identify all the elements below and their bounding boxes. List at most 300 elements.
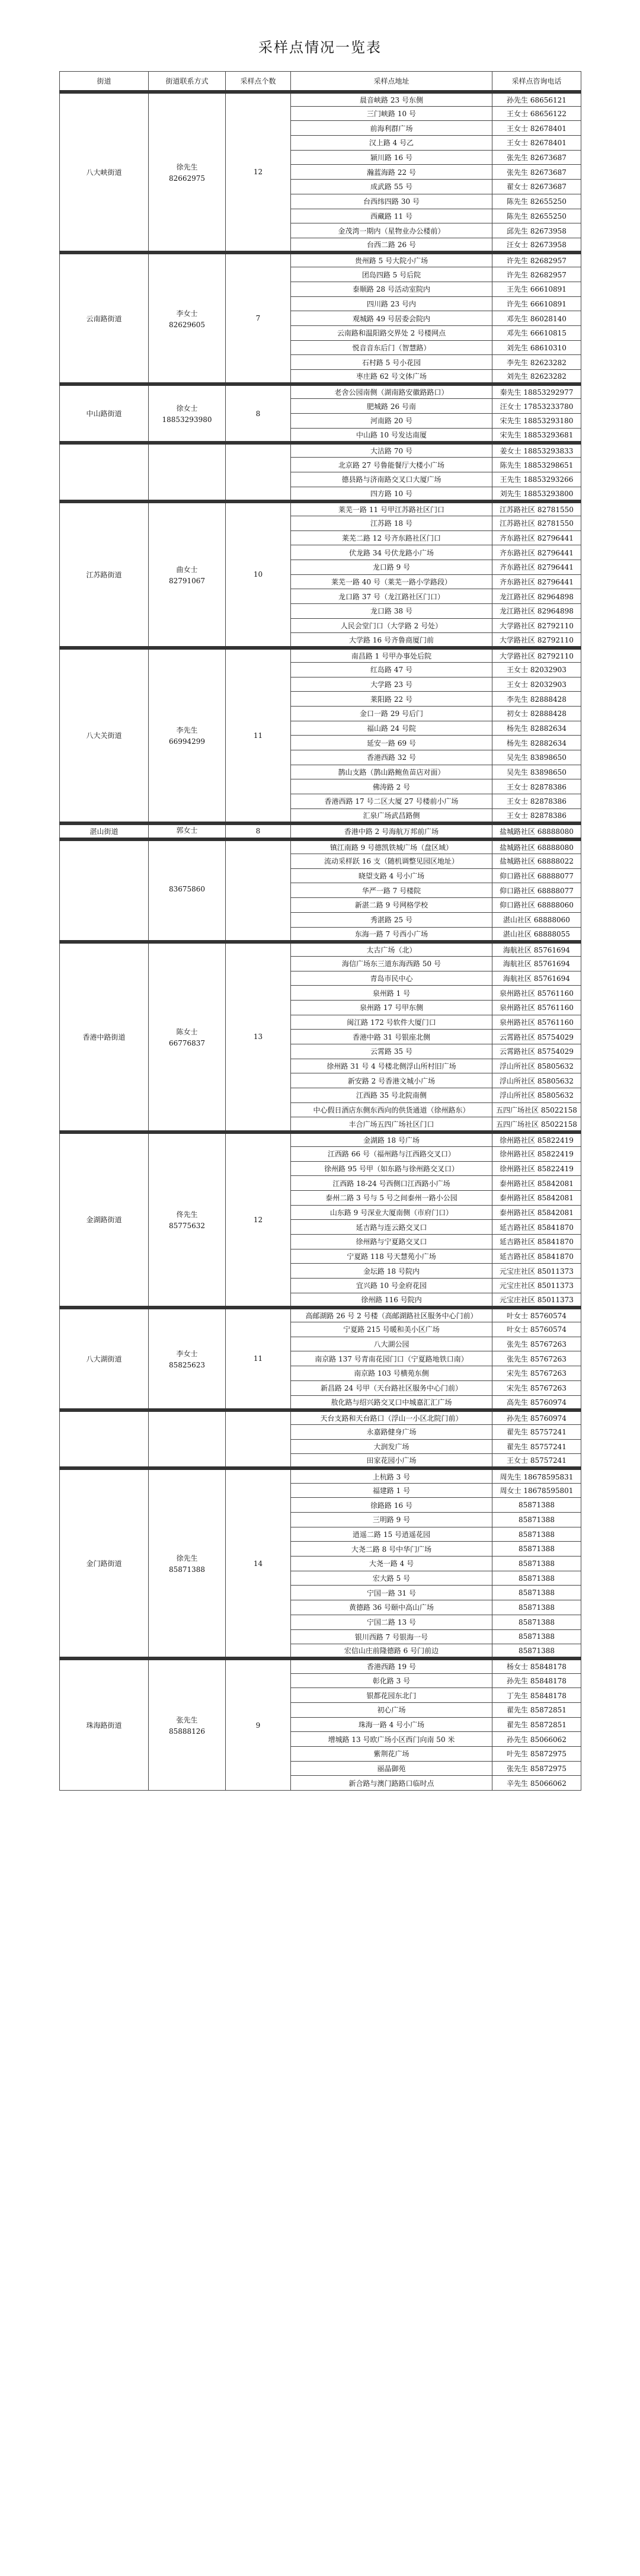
site-address-cell: 山东路 9 号深业大厦南侧（市府门口） <box>291 1205 492 1220</box>
site-address-cell: 初心广场 <box>291 1702 492 1717</box>
site-address-cell: 宏信山庄前隆德路 6 号门前边 <box>291 1644 492 1659</box>
site-phone-cell: 85871388 <box>492 1615 581 1629</box>
site-phone-cell: 泰州路社区 85842081 <box>492 1176 581 1191</box>
street-name-cell: 湛山街道 <box>60 823 149 839</box>
street-name-cell: 金门路街道 <box>60 1468 149 1658</box>
site-phone-cell: 邓先生 66610815 <box>492 326 581 341</box>
contact-person: 徐女士 <box>176 404 198 413</box>
site-address-cell: 中心假日酒店东侧东西向的供货通道（徐州路东） <box>291 1102 492 1117</box>
site-address-cell: 黄德路 36 号颐中高山广场 <box>291 1600 492 1615</box>
site-address-cell: 田家花园小广场 <box>291 1454 492 1469</box>
header-site-address: 采样点地址 <box>291 72 492 92</box>
site-phone-cell: 徐州路社区 85822419 <box>492 1146 581 1161</box>
site-phone-cell: 湛山社区 68888060 <box>492 912 581 927</box>
site-phone-cell: 江苏路社区 82781550 <box>492 501 581 516</box>
site-address-cell: 观城路 49 号居委会院内 <box>291 311 492 326</box>
site-count-cell: 8 <box>226 384 291 443</box>
site-address-cell: 大润发广场 <box>291 1439 492 1454</box>
site-count-cell: 12 <box>226 92 291 253</box>
site-phone-cell: 吴先生 83898650 <box>492 765 581 779</box>
site-phone-cell: 泉州路社区 85761160 <box>492 1000 581 1015</box>
site-address-cell: 莱芜一路 11 号甲江苏路社区门口 <box>291 501 492 516</box>
site-address-cell: 太古广场（北） <box>291 942 492 957</box>
site-phone-cell: 姜女士 18853293833 <box>492 443 581 458</box>
site-address-cell: 敖化路与绍兴路交叉口中城嘉汇汇广场 <box>291 1395 492 1410</box>
site-phone-cell: 叶女士 85760574 <box>492 1308 581 1322</box>
site-phone-cell: 仰口路社区 68888060 <box>492 898 581 913</box>
site-phone-cell: 齐东路社区 82796441 <box>492 560 581 575</box>
site-phone-cell: 浮山所社区 85805632 <box>492 1073 581 1088</box>
site-address-cell: 高邮湖路 26 号 2 号楼（高邮湖路社区服务中心门前） <box>291 1308 492 1322</box>
site-address-cell: 西藏路 11 号 <box>291 209 492 223</box>
site-phone-cell: 85871388 <box>492 1513 581 1527</box>
site-address-cell: 汉上路 4 号乙 <box>291 136 492 151</box>
header-street-contact: 街道联系方式 <box>149 72 226 92</box>
site-phone-cell: 盐城路社区 68888022 <box>492 854 581 869</box>
table-row <box>60 1410 581 1425</box>
site-address-cell: 汇泉广场武昌路侧 <box>291 808 492 823</box>
site-count-cell <box>226 839 291 942</box>
street-name-cell: 云南路街道 <box>60 253 149 384</box>
site-address-cell: 徐州路 116 号院内 <box>291 1293 492 1308</box>
contact-person: 陈女士 <box>176 1027 198 1036</box>
page-title: 采样点情况一览表 <box>258 39 382 56</box>
site-phone-cell: 海航社区 85761694 <box>492 942 581 957</box>
site-address-cell: 悦音音东后门（智慧路） <box>291 340 492 355</box>
site-address-cell: 彰化路 3 号 <box>291 1673 492 1688</box>
site-address-cell: 香港西路 19 号 <box>291 1658 492 1673</box>
site-phone-cell: 王女士 82678401 <box>492 121 581 136</box>
site-address-cell: 晓望支路 4 号小广场 <box>291 868 492 883</box>
site-phone-cell: 85871388 <box>492 1498 581 1513</box>
site-phone-cell: 王女士 68656122 <box>492 106 581 121</box>
contact-person: 徐先生 <box>176 1554 198 1563</box>
site-phone-cell: 翟先生 85872851 <box>492 1702 581 1717</box>
site-phone-cell: 王女士 82032903 <box>492 662 581 677</box>
site-address-cell: 宁国二路 13 号 <box>291 1615 492 1629</box>
street-contact-cell <box>149 501 226 648</box>
site-address-cell: 宁夏路 215 号暖和美小区广场 <box>291 1322 492 1337</box>
site-phone-cell: 延吉路社区 85841870 <box>492 1234 581 1249</box>
site-address-cell: 莱芜二路 12 号齐东路社区门口 <box>291 530 492 545</box>
site-address-cell: 宜兴路 10 号金府花园 <box>291 1279 492 1293</box>
site-address-cell: 龙口路 37 号（龙江路社区门口） <box>291 589 492 604</box>
site-phone-cell: 五四广场社区 85022158 <box>492 1117 581 1132</box>
site-phone-cell: 邓先生 86028140 <box>492 311 581 326</box>
street-contact-cell <box>149 648 226 823</box>
site-address-cell: 老舍公园南侧（湖南路安徽路路口） <box>291 384 492 399</box>
contact-person: 李女士 <box>176 1349 198 1358</box>
site-address-cell: 丽晶御苑 <box>291 1761 492 1776</box>
site-phone-cell: 85871388 <box>492 1542 581 1557</box>
site-address-cell: 南京路 137 号青南花园门口（宁夏路地铁口南） <box>291 1351 492 1366</box>
table-row <box>60 92 581 107</box>
street-contact-cell <box>149 1468 226 1658</box>
street-name-cell <box>60 443 149 501</box>
site-phone-cell: 刘先生 82623282 <box>492 370 581 385</box>
street-name-cell: 金湖路街道 <box>60 1132 149 1308</box>
site-address-cell: 鹊山支路（鹊山路鲍鱼苗店对面） <box>291 765 492 779</box>
street-contact-cell <box>149 823 226 839</box>
site-address-cell: 莱芜一路 40 号（莱芜一路小学路段） <box>291 574 492 589</box>
site-phone-cell: 湛山社区 68888055 <box>492 927 581 942</box>
contact-person: 佟先生 <box>176 1210 198 1219</box>
site-phone-cell: 翟女士 82673687 <box>492 180 581 194</box>
site-phone-cell: 王女士 82032903 <box>492 677 581 692</box>
contact-phone: 82791067 <box>168 576 206 585</box>
site-address-cell: 福山路 24 号院 <box>291 721 492 736</box>
site-address-cell: 瀚蓝海路 22 号 <box>291 165 492 180</box>
site-phone-cell: 翟先生 85757241 <box>492 1424 581 1439</box>
street-name-cell: 珠海路街道 <box>60 1658 149 1790</box>
site-address-cell: 徐州路 95 号甲（如东路与徐州路交叉口） <box>291 1161 492 1176</box>
site-phone-cell: 刘先生 18853293800 <box>492 487 581 501</box>
street-contact-cell <box>149 1658 226 1790</box>
site-address-cell: 香港西路 32 号 <box>291 750 492 765</box>
site-phone-cell: 元宝庄社区 85011373 <box>492 1264 581 1279</box>
site-phone-cell: 翟先生 85757241 <box>492 1439 581 1454</box>
site-address-cell: 新安路 2 号香港文城小广场 <box>291 1073 492 1088</box>
table-header-row <box>60 72 581 92</box>
site-address-cell: 人民会堂门口（大学路 2 号处） <box>291 618 492 633</box>
site-address-cell: 大尧一路 4 号 <box>291 1557 492 1571</box>
header-site-phone: 采样点咨询电话 <box>492 72 581 92</box>
site-address-cell: 大沽路 70 号 <box>291 443 492 458</box>
contact-person: 83675860 <box>168 885 206 894</box>
site-phone-cell: 陈先生 82655250 <box>492 194 581 209</box>
site-phone-cell: 海航社区 85761694 <box>492 971 581 986</box>
street-name-cell <box>60 839 149 942</box>
site-phone-cell: 大学路社区 82792110 <box>492 648 581 663</box>
street-contact-cell <box>149 839 226 942</box>
site-phone-cell: 海航社区 85761694 <box>492 956 581 971</box>
street-contact-cell <box>149 384 226 443</box>
contact-person: 李女士 <box>176 309 198 318</box>
site-phone-cell: 王女士 82678401 <box>492 136 581 151</box>
table-row <box>60 443 581 458</box>
site-phone-cell: 周先生 18678595831 <box>492 1468 581 1483</box>
site-phone-cell: 江苏路社区 82781550 <box>492 516 581 530</box>
contact-phone: 85888126 <box>168 1727 206 1736</box>
site-phone-cell: 龙江路社区 82964898 <box>492 604 581 619</box>
site-address-cell: 石村路 5 号小花园 <box>291 355 492 370</box>
site-phone-cell: 张先生 85767263 <box>492 1337 581 1351</box>
site-phone-cell: 叶女士 85760574 <box>492 1322 581 1337</box>
site-address-cell: 大学路 23 号 <box>291 677 492 692</box>
street-contact-cell <box>149 92 226 253</box>
site-address-cell: 金湖路 18 号广场 <box>291 1132 492 1147</box>
site-address-cell: 河南路 20 号 <box>291 414 492 429</box>
site-phone-cell: 吴先生 83898650 <box>492 750 581 765</box>
site-count-cell: 11 <box>226 1308 291 1410</box>
contact-phone: 82629605 <box>168 320 206 329</box>
site-phone-cell: 王女士 82878386 <box>492 779 581 794</box>
site-address-cell: 枣庄路 62 号文体广场 <box>291 370 492 385</box>
site-phone-cell: 元宝庄社区 85011373 <box>492 1293 581 1308</box>
site-address-cell: 珠海一路 4 号小广场 <box>291 1717 492 1732</box>
site-phone-cell: 张先生 82673687 <box>492 165 581 180</box>
site-count-cell <box>226 443 291 501</box>
site-phone-cell: 元宝庄社区 85011373 <box>492 1279 581 1293</box>
site-address-cell: 江苏路 18 号 <box>291 516 492 530</box>
street-name-cell: 中山路街道 <box>60 384 149 443</box>
site-phone-cell: 汪女士 17853233780 <box>492 399 581 414</box>
site-phone-cell: 张先生 85767263 <box>492 1351 581 1366</box>
site-address-cell: 银川西路 7 号银海一号 <box>291 1629 492 1644</box>
contact-person: 李先生 <box>176 726 198 735</box>
contact-person: 曲女士 <box>176 565 198 574</box>
site-phone-cell: 杨先生 82882634 <box>492 721 581 736</box>
table-row <box>60 1468 581 1483</box>
site-phone-cell: 宋先生 18853293681 <box>492 428 581 443</box>
street-contact-cell <box>149 1308 226 1410</box>
table-row <box>60 839 581 854</box>
site-address-cell: 新合路与澳门路路口临时点 <box>291 1776 492 1791</box>
site-address-cell: 流动采样跃 16 支（随机调整见园区地址） <box>291 854 492 869</box>
site-phone-cell: 延吉路社区 85841870 <box>492 1220 581 1235</box>
site-address-cell: 伏龙路 34 号伏龙路小广场 <box>291 545 492 560</box>
site-address-cell: 新昌路 24 号甲（天台路社区服务中心门前） <box>291 1380 492 1395</box>
site-phone-cell: 齐东路社区 82796441 <box>492 545 581 560</box>
site-address-cell: 泰顺路 28 号活动室院内 <box>291 282 492 296</box>
site-phone-cell: 85871388 <box>492 1571 581 1586</box>
street-name-cell: 江苏路街道 <box>60 501 149 648</box>
site-phone-cell: 泰州路社区 85842081 <box>492 1190 581 1205</box>
contact-phone: 66994299 <box>168 737 206 746</box>
site-address-cell: 银都花园东北门 <box>291 1688 492 1703</box>
site-address-cell: 华严一路 7 号楼院 <box>291 883 492 898</box>
site-phone-cell: 延吉路社区 85841870 <box>492 1249 581 1264</box>
street-contact-cell <box>149 253 226 384</box>
site-phone-cell: 许先生 82682957 <box>492 253 581 267</box>
site-address-cell: 闽江路 172 号软件大厦门口 <box>291 1015 492 1030</box>
site-phone-cell: 85871388 <box>492 1586 581 1600</box>
site-phone-cell: 翟先生 85872851 <box>492 1717 581 1732</box>
street-name-cell <box>60 1410 149 1469</box>
site-address-cell: 北京路 27 号鲁能餐厅大楼小广场 <box>291 458 492 472</box>
street-contact-cell <box>149 1410 226 1469</box>
site-phone-cell: 邱先生 82673958 <box>492 223 581 238</box>
table-row <box>60 501 581 516</box>
table-body <box>60 92 581 1791</box>
contact-phone: 82662975 <box>168 174 206 183</box>
site-address-cell: 江西路 35 号北院南侧 <box>291 1088 492 1103</box>
site-phone-cell: 许先生 82682957 <box>492 267 581 282</box>
site-count-cell: 8 <box>226 823 291 839</box>
site-address-cell: 莱阳路 22 号 <box>291 692 492 707</box>
site-phone-cell: 85871388 <box>492 1527 581 1542</box>
site-address-cell: 大学路 16 号齐鲁商厦门前 <box>291 633 492 648</box>
site-phone-cell: 泉州路社区 85761160 <box>492 986 581 1001</box>
site-phone-cell: 王先生 18853293266 <box>492 472 581 487</box>
site-phone-cell: 盐城路社区 68888080 <box>492 839 581 854</box>
site-count-cell: 10 <box>226 501 291 648</box>
contact-phone: 18853293980 <box>162 416 212 424</box>
site-address-cell: 团岛四路 5 号后院 <box>291 267 492 282</box>
site-phone-cell: 陈先生 18853298651 <box>492 458 581 472</box>
site-address-cell: 贵州路 5 号大院小广场 <box>291 253 492 267</box>
site-address-cell: 徐州路与宁夏路交叉口 <box>291 1234 492 1249</box>
site-address-cell: 青岛市民中心 <box>291 971 492 986</box>
site-address-cell: 泰州二路 3 号与 5 号之间泰州一路小公园 <box>291 1190 492 1205</box>
site-address-cell: 前海利群广场 <box>291 121 492 136</box>
site-phone-cell: 泉州路社区 85761160 <box>492 1015 581 1030</box>
site-phone-cell: 杨先生 82882634 <box>492 736 581 750</box>
site-phone-cell: 齐东路社区 82796441 <box>492 574 581 589</box>
street-name-cell: 八大峡街道 <box>60 92 149 253</box>
table-row <box>60 1132 581 1147</box>
site-address-cell: 金坛路 18 号院内 <box>291 1264 492 1279</box>
site-address-cell: 泉州路 1 号 <box>291 986 492 1001</box>
site-phone-cell: 85871388 <box>492 1600 581 1615</box>
table-row <box>60 823 581 839</box>
site-phone-cell: 浮山所社区 85805632 <box>492 1059 581 1073</box>
site-address-cell: 金口一路 29 号后门 <box>291 706 492 721</box>
site-address-cell: 龙口路 38 号 <box>291 604 492 619</box>
site-address-cell: 香港中路 2 号海航万邦前广场 <box>291 823 492 839</box>
site-phone-cell: 云霄路社区 85754029 <box>492 1044 581 1059</box>
site-address-cell: 台西纬四路 30 号 <box>291 194 492 209</box>
site-address-cell: 宁夏路 118 号天慧苑小广场 <box>291 1249 492 1264</box>
site-phone-cell: 陈先生 82655250 <box>492 209 581 223</box>
contact-person: 郭女士 <box>176 826 198 835</box>
street-contact-cell <box>149 942 226 1132</box>
site-address-cell: 徐路路 16 号 <box>291 1498 492 1513</box>
site-phone-cell: 85871388 <box>492 1629 581 1644</box>
site-address-cell: 三门峡路 10 号 <box>291 106 492 121</box>
header-street: 街道 <box>60 72 149 92</box>
site-phone-cell: 李先生 82623282 <box>492 355 581 370</box>
contact-phone: 85775632 <box>168 1222 206 1231</box>
table-row <box>60 942 581 957</box>
site-phone-cell: 张先生 85872975 <box>492 1761 581 1776</box>
site-address-cell: 颍川路 16 号 <box>291 150 492 165</box>
contact-phone: 85825623 <box>168 1360 206 1369</box>
site-address-cell: 晨音峡路 23 号东侧 <box>291 92 492 107</box>
site-phone-cell: 五四广场社区 85022158 <box>492 1102 581 1117</box>
site-address-cell: 香港西路 17 号二区大厦 27 号楼前小广场 <box>291 794 492 809</box>
site-phone-cell: 杨女士 85848178 <box>492 1658 581 1673</box>
site-phone-cell: 齐东路社区 82796441 <box>492 530 581 545</box>
site-address-cell: 逍遥二路 15 号逍遥花园 <box>291 1527 492 1542</box>
site-address-cell: 新湛二路 9 号网格学校 <box>291 898 492 913</box>
site-address-cell: 台西二路 26 号 <box>291 238 492 253</box>
site-address-cell: 肥城路 26 号南 <box>291 399 492 414</box>
site-address-cell: 香港中路 31 号银座北侧 <box>291 1030 492 1044</box>
site-phone-cell: 宋先生 85767263 <box>492 1380 581 1395</box>
contact-phone: 85871388 <box>168 1565 206 1574</box>
site-phone-cell: 浮山所社区 85805632 <box>492 1088 581 1103</box>
table-row <box>60 1658 581 1673</box>
site-phone-cell: 叶先生 85872975 <box>492 1747 581 1762</box>
site-phone-cell: 王女士 82878386 <box>492 808 581 823</box>
site-address-cell: 宏大路 5 号 <box>291 1571 492 1586</box>
site-phone-cell: 孙先生 85760974 <box>492 1410 581 1425</box>
site-address-cell: 德县路与济南路交叉口大厦广场 <box>291 472 492 487</box>
street-name-cell: 八大关街道 <box>60 648 149 823</box>
table-wrapper <box>59 71 581 2564</box>
site-address-cell: 四方路 10 号 <box>291 487 492 501</box>
site-address-cell: 成武路 55 号 <box>291 180 492 194</box>
site-phone-cell: 仰口路社区 68888077 <box>492 883 581 898</box>
site-address-cell: 天台支路和天台路口（浮山一小区北院门前） <box>291 1410 492 1425</box>
site-phone-cell: 高先生 85760974 <box>492 1395 581 1410</box>
site-address-cell: 江西路 66 号（福州路与江西路交叉口） <box>291 1146 492 1161</box>
site-address-cell: 徐州路 31 号 4 号楼北侧浮山所村旧广场 <box>291 1059 492 1073</box>
street-contact-cell <box>149 443 226 501</box>
site-phone-cell: 周女士 18678595801 <box>492 1483 581 1498</box>
site-phone-cell: 85871388 <box>492 1644 581 1659</box>
site-address-cell: 上杭路 3 号 <box>291 1468 492 1483</box>
site-phone-cell: 大学路社区 82792110 <box>492 618 581 633</box>
site-address-cell: 延安一路 69 号 <box>291 736 492 750</box>
site-phone-cell: 云霄路社区 85754029 <box>492 1030 581 1044</box>
street-name-cell: 香港中路街道 <box>60 942 149 1132</box>
site-phone-cell: 秦先生 18853292977 <box>492 384 581 399</box>
site-address-cell: 江西路 18-24 号西侧口江西路小广场 <box>291 1176 492 1191</box>
site-phone-cell: 丁先生 85848178 <box>492 1688 581 1703</box>
site-count-cell: 12 <box>226 1132 291 1308</box>
site-phone-cell: 孙先生 85066062 <box>492 1732 581 1747</box>
site-address-cell: 南京路 103 号横苑东侧 <box>291 1366 492 1381</box>
site-count-cell: 7 <box>226 253 291 384</box>
site-phone-cell: 宋先生 18853293180 <box>492 414 581 429</box>
contact-person: 徐先生 <box>176 162 198 171</box>
table-row <box>60 648 581 663</box>
street-name-cell: 八大湖街道 <box>60 1308 149 1410</box>
site-address-cell: 延吉路与连云路交叉口 <box>291 1220 492 1235</box>
site-phone-cell: 泰州路社区 85842081 <box>492 1205 581 1220</box>
site-phone-cell: 王先生 66610891 <box>492 282 581 296</box>
site-address-cell: 云霄路 35 号 <box>291 1044 492 1059</box>
site-count-cell: 14 <box>226 1468 291 1658</box>
site-address-cell: 八大湖公园 <box>291 1337 492 1351</box>
site-phone-cell: 王女士 85757241 <box>492 1454 581 1469</box>
site-count-cell <box>226 1410 291 1469</box>
site-address-cell: 红岛路 47 号 <box>291 662 492 677</box>
site-address-cell: 福建路 1 号 <box>291 1483 492 1498</box>
site-count-cell: 9 <box>226 1658 291 1790</box>
site-phone-cell: 85871388 <box>492 1557 581 1571</box>
site-phone-cell: 宋先生 85767263 <box>492 1366 581 1381</box>
site-phone-cell: 张先生 82673687 <box>492 150 581 165</box>
site-address-cell: 大尧二路 8 号中华门广场 <box>291 1542 492 1557</box>
site-address-cell: 南昌路 1 号甲办事处后院 <box>291 648 492 663</box>
site-address-cell: 佛涛路 2 号 <box>291 779 492 794</box>
site-address-cell: 云南路和温阳路交界处 2 号楼网点 <box>291 326 492 341</box>
site-phone-cell: 徐州路社区 85822419 <box>492 1132 581 1147</box>
site-phone-cell: 孙先生 68656121 <box>492 92 581 107</box>
contact-phone: 66776837 <box>168 1038 206 1047</box>
site-address-cell: 镇江南路 9 号德凯铁城广场（盘区域） <box>291 839 492 854</box>
site-address-cell: 三明路 9 号 <box>291 1513 492 1527</box>
site-address-cell: 宁国一路 31 号 <box>291 1586 492 1600</box>
street-contact-cell <box>149 1132 226 1308</box>
site-phone-cell: 刘先生 68610310 <box>492 340 581 355</box>
sampling-sites-table <box>59 71 581 1791</box>
site-address-cell: 中山路 10 号发达南厦 <box>291 428 492 443</box>
site-address-cell: 丰合广场五四广场社区门口 <box>291 1117 492 1132</box>
site-phone-cell: 辛先生 85066062 <box>492 1776 581 1791</box>
site-phone-cell: 龙江路社区 82964898 <box>492 589 581 604</box>
site-phone-cell: 初女士 82888428 <box>492 706 581 721</box>
table-row <box>60 253 581 267</box>
table-row <box>60 1308 581 1322</box>
site-address-cell: 秀湛路 25 号 <box>291 912 492 927</box>
site-address-cell: 泉州路 17 号甲东侧 <box>291 1000 492 1015</box>
site-address-cell: 东海一路 7 号西小广场 <box>291 927 492 942</box>
site-phone-cell: 许先生 66610891 <box>492 296 581 311</box>
